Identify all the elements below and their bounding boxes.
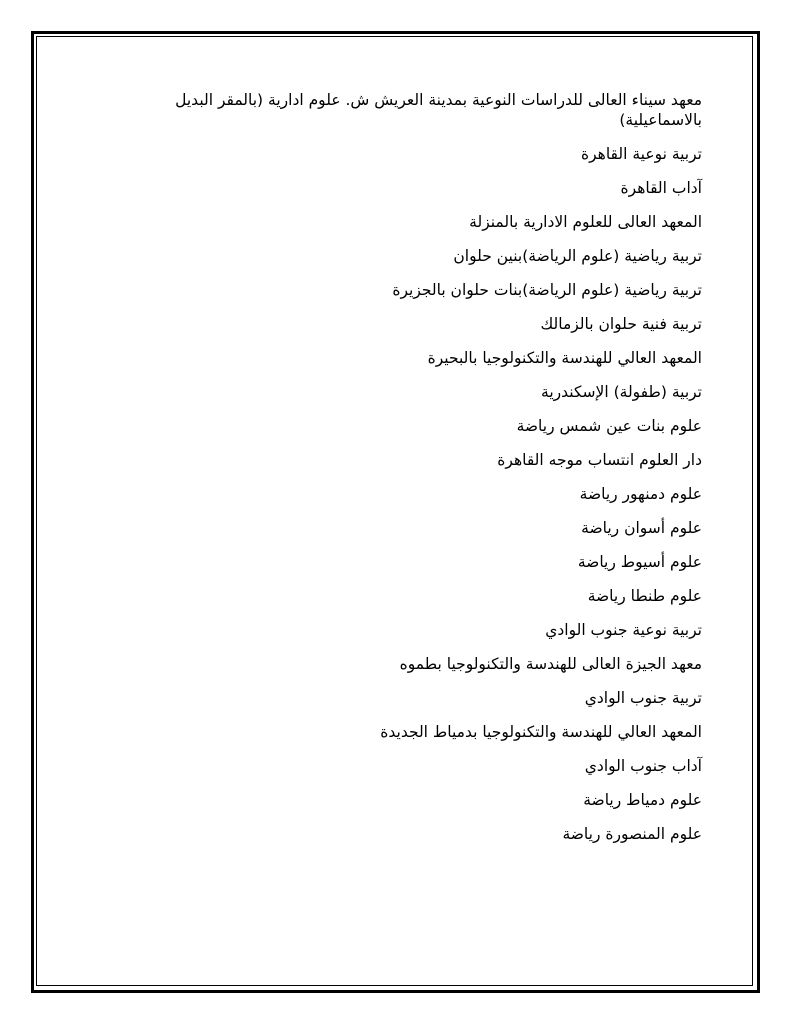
list-item: تربية نوعية القاهرة bbox=[580, 145, 702, 163]
list-item: معهد الجيزة العالى للهندسة والتكنولوجيا بطموه bbox=[399, 655, 702, 673]
list-item: المعهد العالي للهندسة والتكنولوجيا بالبحيرة bbox=[427, 349, 702, 367]
list-item: علوم بنات عين شمس رياضة bbox=[516, 417, 702, 435]
list-item: علوم أسيوط رياضة bbox=[577, 553, 702, 571]
list-item: آداب جنوب الوادي bbox=[584, 757, 702, 775]
list-item: علوم دمنهور رياضة bbox=[579, 485, 702, 503]
list-item: علوم المنصورة رياضة bbox=[562, 825, 702, 843]
list-item: معهد سيناء العالى للدراسات النوعية بمدينة العريش ش. علوم ادارية (بالمقر البديل بالاسماعيلية) bbox=[175, 91, 702, 129]
list-item: تربية رياضية (علوم الرياضة)بنين حلوان bbox=[453, 247, 702, 265]
list-item: تربية رياضية (علوم الرياضة)بنات حلوان بالجزيرة bbox=[392, 281, 702, 299]
list-item: علوم طنطا رياضة bbox=[587, 587, 702, 605]
list-item: تربية (طفولة) الإسكندرية bbox=[541, 383, 702, 401]
list-item: المعهد العالي للهندسة والتكنولوجيا بدمياط الجديدة bbox=[380, 723, 702, 741]
list-item: تربية جنوب الوادي bbox=[584, 689, 702, 707]
list-item: المعهد العالى للعلوم الادارية بالمنزلة bbox=[469, 213, 702, 231]
list-item: تربية نوعية جنوب الوادي bbox=[545, 621, 702, 639]
document-body bbox=[152, 90, 702, 858]
list-item: علوم أسوان رياضة bbox=[581, 519, 702, 537]
list-item: علوم دمياط رياضة bbox=[583, 791, 702, 809]
list-item: تربية فنية حلوان بالزمالك bbox=[540, 315, 702, 333]
list-item: آداب القاهرة bbox=[620, 179, 702, 197]
list-item: دار العلوم انتساب موجه القاهرة bbox=[497, 451, 702, 469]
